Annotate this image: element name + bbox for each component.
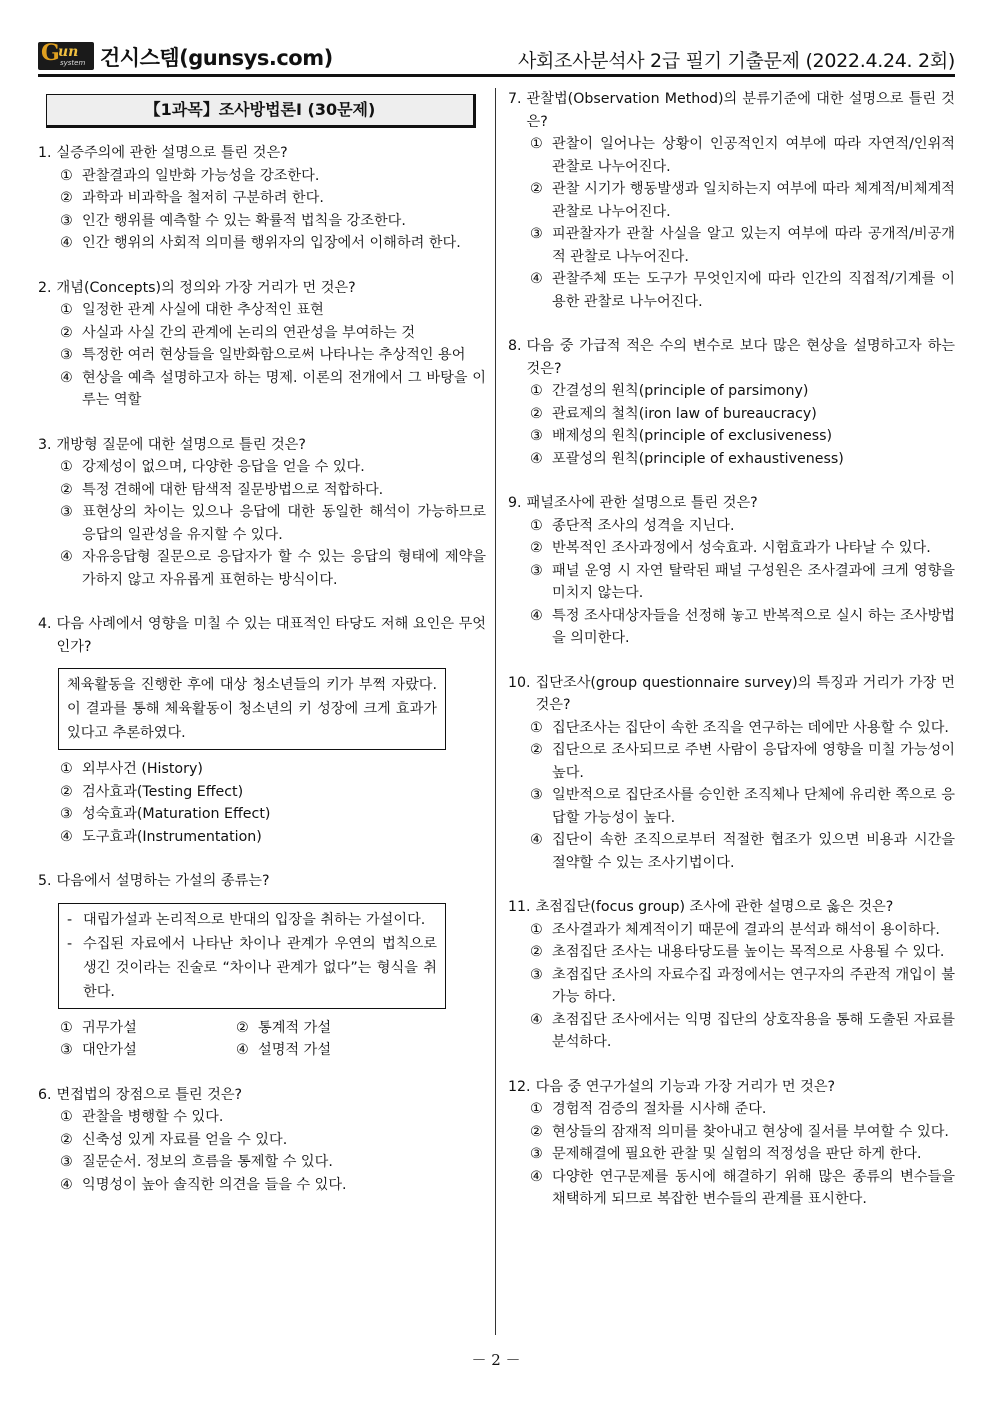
option-text: 피관찰자가 관찰 사실을 알고 있는지 여부에 따라 공개적/비공개적 관찰로 나누어진다. <box>552 226 955 265</box>
question-stem <box>508 1076 955 1099</box>
option-2 <box>60 781 486 804</box>
question-5 <box>38 870 486 1062</box>
question-text: 다음 사례에서 영향을 미칠 수 있는 대표적인 타당도 저해 요인은 무엇인가? <box>56 616 486 655</box>
option-number: ② <box>530 540 543 556</box>
example-line <box>67 908 437 932</box>
option-3 <box>530 425 955 448</box>
page-number: － 2 － <box>471 1351 521 1369</box>
option-4 <box>236 1039 412 1062</box>
option-number: ④ <box>530 607 543 624</box>
option-4 <box>530 1009 955 1054</box>
option-1 <box>60 299 486 322</box>
question-4 <box>38 613 486 848</box>
option-text: 외부사건 (History) <box>82 761 203 777</box>
option-number: ④ <box>60 828 73 845</box>
question-stem <box>38 142 486 165</box>
option-number: ① <box>60 167 73 184</box>
question-text: 패널조사에 관한 설명으로 틀린 것은? <box>526 495 758 511</box>
option-number: ① <box>530 517 543 534</box>
left-column <box>38 88 486 1218</box>
option-2 <box>60 479 486 502</box>
question-number: 7. <box>508 91 522 107</box>
option-3 <box>60 344 486 367</box>
option-number: ③ <box>530 1146 543 1162</box>
option-text: 귀무가설 <box>82 1019 137 1036</box>
option-number: ① <box>530 383 543 399</box>
option-number: ① <box>60 1109 73 1125</box>
option-4 <box>530 605 955 650</box>
option-number: ④ <box>60 235 73 251</box>
question-number: 3. <box>38 436 52 453</box>
brand-name: 건시스템(gunsys.com) <box>100 46 333 70</box>
option-number: ④ <box>60 549 73 565</box>
question-stem <box>38 1084 486 1107</box>
question-6 <box>38 1084 486 1197</box>
option-3 <box>60 501 486 546</box>
question-number: 11. <box>508 899 531 915</box>
option-number: ④ <box>60 369 73 386</box>
question-text: 다음 중 가급적 적은 수의 변수로 보다 많은 현상을 설명하고자 하는 것은? <box>526 338 955 377</box>
option-number: ③ <box>530 966 543 983</box>
option-1 <box>530 717 955 740</box>
question-1 <box>38 142 486 255</box>
question-12 <box>508 1076 955 1211</box>
left-question-list <box>38 142 486 1196</box>
option-4 <box>60 826 486 849</box>
option-number: ④ <box>60 1176 73 1193</box>
example-box <box>58 903 446 1009</box>
question-stem <box>508 88 955 133</box>
question-text: 집단조사(group questionnaire survey)의 특징과 거리가 가장 먼 것은? <box>535 674 955 713</box>
question-text: 개방형 질문에 대한 설명으로 틀린 것은? <box>56 436 306 453</box>
option-1 <box>60 165 486 188</box>
option-text: 자유응답형 질문으로 응답자가 할 수 있는 응답의 형태에 제약을 가하지 않고 자유롭게 표현하는 방식이다. <box>82 549 486 588</box>
option-text: 통계적 가설 <box>258 1019 332 1036</box>
option-number: ③ <box>530 428 543 444</box>
question-2 <box>38 277 486 412</box>
option-4 <box>530 1166 955 1211</box>
option-3 <box>530 223 955 268</box>
question-number: 5. <box>38 873 52 889</box>
option-number: ③ <box>60 1154 73 1170</box>
option-text: 포괄성의 원칙(principle of exhaustiveness) <box>552 450 844 467</box>
question-stem <box>508 492 955 515</box>
option-2 <box>236 1017 412 1040</box>
section-title: 【1과목】조사방법론Ⅰ (30문제) <box>46 94 476 128</box>
question-text: 다음에서 설명하는 가설의 종류는? <box>56 873 270 889</box>
option-number: ① <box>60 459 73 475</box>
question-number: 6. <box>38 1086 52 1103</box>
question-10 <box>508 672 955 875</box>
option-4 <box>530 829 955 874</box>
option-1 <box>60 456 486 479</box>
option-2 <box>530 1121 955 1144</box>
question-9 <box>508 492 955 650</box>
option-number: ② <box>530 181 543 197</box>
option-text: 사실과 사실 간의 관계에 논리의 연관성을 부여하는 것 <box>82 324 416 341</box>
option-number: ② <box>60 481 73 498</box>
option-text: 특정 견해에 대한 탐색적 질문방법으로 적합하다. <box>82 481 384 498</box>
question-stem <box>508 896 955 919</box>
question-stem <box>38 613 486 658</box>
option-text: 현상을 예측 설명하고자 하는 명제. 이론의 전개에서 그 바탕을 이루는 역할 <box>82 369 486 408</box>
question-number: 2. <box>38 279 52 296</box>
option-text: 관찰주체 또는 도구가 무엇인지에 따라 인간의 직접적/기계를 이용한 관찰로 나누어진다. <box>552 271 955 310</box>
option-number: ② <box>60 324 73 341</box>
question-number: 4. <box>38 616 52 632</box>
question-number: 9. <box>508 495 522 511</box>
option-4 <box>530 448 955 471</box>
example-text: 수집된 자료에서 나타난 차이나 관계가 우연의 법칙으로 생긴 것이라는 진술로 “차이나 관계가 없다”는 형식을 취한다. <box>83 935 437 1000</box>
option-text: 초점집단 조사에서는 익명 집단의 상호작용을 통해 도출된 자료를 분석하다. <box>552 1011 955 1050</box>
question-7 <box>508 88 955 313</box>
option-number: ③ <box>60 504 73 520</box>
option-1 <box>60 1017 236 1040</box>
option-text: 익명성이 높아 솔직한 의견을 들을 수 있다. <box>82 1176 347 1193</box>
option-text: 질문순서. 정보의 흐름을 통제할 수 있다. <box>82 1154 333 1170</box>
question-number: 10. <box>508 674 531 691</box>
option-number: ② <box>60 783 73 800</box>
option-2 <box>530 537 955 560</box>
question-stem <box>508 672 955 717</box>
option-text: 인간 행위를 예측할 수 있는 확률적 법칙을 강조한다. <box>82 212 406 229</box>
option-text: 강제성이 없으며, 다양한 응답을 얻을 수 있다. <box>82 459 365 475</box>
option-1 <box>530 380 955 403</box>
option-text: 초점집단 조사는 내용타당도를 높이는 목적으로 사용될 수 있다. <box>552 944 945 960</box>
option-number: ③ <box>60 347 73 363</box>
example-box: 체육활동을 진행한 후에 대상 청소년들의 키가 부쩍 자랐다. 이 결과를 통해 체육활동이 청소년의 키 성장에 크게 효과가 있다고 추론하였다. <box>58 668 446 750</box>
option-text: 문제해결에 필요한 관찰 및 실험의 적정성을 판단 하게 한다. <box>552 1146 922 1162</box>
option-text: 인간 행위의 사회적 의미를 행위자의 입장에서 이해하려 한다. <box>82 235 461 251</box>
option-number: ② <box>530 742 543 758</box>
question-text: 실증주의에 관한 설명으로 틀린 것은? <box>56 145 288 161</box>
question-11 <box>508 896 955 1054</box>
option-1 <box>530 919 955 942</box>
right-column <box>508 88 955 1233</box>
option-4 <box>60 232 486 255</box>
option-text: 다양한 연구문제를 동시에 해결하기 위해 많은 종류의 변수들을 채택하게 되므로 복잡한 변수들의 관계를 표시한다. <box>552 1168 955 1207</box>
question-text: 면접법의 장점으로 틀린 것은? <box>56 1086 243 1103</box>
option-text: 초점집단 조사의 자료수집 과정에서는 연구자의 주관적 개입이 불가능 하다. <box>552 966 955 1005</box>
option-number: ④ <box>530 271 543 287</box>
example-line <box>67 932 437 1004</box>
option-4 <box>60 367 486 412</box>
option-number: ② <box>236 1019 249 1036</box>
option-text: 관찰결과의 일반화 가능성을 강조한다. <box>82 167 320 184</box>
question-stem <box>508 335 955 380</box>
question-3 <box>38 434 486 592</box>
column-divider <box>495 88 496 1335</box>
option-number: ① <box>530 921 543 938</box>
option-2 <box>60 187 486 210</box>
option-number: ① <box>530 136 543 152</box>
option-number: ② <box>60 1131 73 1148</box>
option-number: ③ <box>60 1042 73 1058</box>
question-number: 1. <box>38 145 52 161</box>
option-1 <box>60 1106 486 1129</box>
right-question-list <box>508 88 955 1211</box>
option-text: 일반적으로 집단조사를 승인한 조직체나 단체에 유리한 쪽으로 응답할 가능성이 높다. <box>552 787 955 826</box>
option-4 <box>60 546 486 591</box>
option-number: ④ <box>530 1168 543 1185</box>
option-3 <box>530 784 955 829</box>
option-text: 관료제의 철칙(iron law of bureaucracy) <box>552 405 817 422</box>
option-text: 조사결과가 체계적이기 때문에 결과의 분석과 해석이 용이하다. <box>552 921 940 938</box>
option-3 <box>60 1039 236 1062</box>
option-text: 반복적인 조사과정에서 성숙효과. 시험효과가 나타날 수 있다. <box>552 540 931 556</box>
option-text: 현상들의 잠재적 의미를 찾아내고 현상에 질서를 부여할 수 있다. <box>552 1123 949 1140</box>
option-text: 관찰을 병행할 수 있다. <box>82 1109 224 1125</box>
option-text: 집단으로 조사되므로 주변 사람이 응답자에 영향을 미칠 가능성이 높다. <box>552 742 955 781</box>
option-text: 대안가설 <box>82 1042 137 1058</box>
option-number: ④ <box>236 1042 249 1058</box>
option-3 <box>60 1151 486 1174</box>
option-number: ② <box>60 190 73 206</box>
question-text: 관찰법(Observation Method)의 분류기준에 대한 설명으로 틀린 것은? <box>526 91 955 130</box>
option-2 <box>530 403 955 426</box>
option-number: ③ <box>60 212 73 229</box>
option-number: ① <box>60 302 73 318</box>
option-number: ④ <box>530 832 543 848</box>
option-number: ③ <box>530 226 543 242</box>
option-2 <box>530 941 955 964</box>
example-text: 대립가설과 논리적으로 반대의 입장을 취하는 가설이다. <box>83 911 426 928</box>
option-text: 경험적 검증의 절차를 시사해 준다. <box>552 1101 767 1117</box>
option-1 <box>530 515 955 538</box>
option-text: 집단이 속한 조직으로부터 적절한 협조가 있으면 비용과 시간을 절약할 수 있는 조사기법이다. <box>552 832 955 871</box>
option-text: 일정한 관계 사실에 대한 추상적인 표현 <box>82 302 324 318</box>
option-text: 간결성의 원칙(principle of parsimony) <box>552 383 809 399</box>
option-number: ① <box>60 761 73 777</box>
option-text: 관찰 시기가 행동발생과 일치하는지 여부에 따라 체계적/비체계적 관찰로 나누어진다. <box>552 181 955 220</box>
option-text: 집단조사는 집단이 속한 조직을 연구하는 데에만 사용할 수 있다. <box>552 719 949 736</box>
question-stem <box>38 870 486 893</box>
gunsys-logo: G un system <box>38 42 94 70</box>
option-number: ③ <box>60 806 73 822</box>
option-number: ③ <box>530 562 543 579</box>
option-2 <box>60 322 486 345</box>
header-rule <box>38 74 955 77</box>
option-text: 설명적 가설 <box>258 1042 332 1058</box>
option-number: ② <box>530 944 543 960</box>
option-text: 배제성의 원칙(principle of exclusiveness) <box>552 428 833 444</box>
option-number: ① <box>60 1019 73 1036</box>
question-number: 8. <box>508 338 522 354</box>
option-text: 종단적 조사의 성격을 지닌다. <box>552 517 735 534</box>
option-3 <box>60 803 486 826</box>
option-number: ① <box>530 719 543 736</box>
dash-marker: - <box>67 911 73 928</box>
option-text: 과학과 비과학을 철저히 구분하려 한다. <box>82 190 324 206</box>
option-2 <box>530 178 955 223</box>
question-number: 12. <box>508 1078 531 1095</box>
option-number: ② <box>530 405 543 422</box>
option-3 <box>60 210 486 233</box>
question-stem <box>38 434 486 457</box>
dash-marker: - <box>67 935 73 952</box>
question-text: 다음 중 연구가설의 기능과 가장 거리가 먼 것은? <box>535 1078 836 1095</box>
option-number: ④ <box>530 1011 543 1028</box>
option-number: ① <box>530 1101 543 1117</box>
option-3 <box>530 964 955 1009</box>
option-1 <box>530 1098 955 1121</box>
option-1 <box>60 758 486 781</box>
option-text: 성숙효과(Maturation Effect) <box>82 806 271 822</box>
option-text: 관찰이 일어나는 상황이 인공적인지 여부에 따라 자연적/인위적 관찰로 나누어진다. <box>552 136 955 175</box>
question-text: 개념(Concepts)의 정의와 가장 거리가 먼 것은? <box>56 279 356 296</box>
option-number: ③ <box>530 787 543 803</box>
exam-title: 사회조사분석사 2급 필기 기출문제 (2022.4.24. 2회) <box>517 50 955 72</box>
option-1 <box>530 133 955 178</box>
option-text: 패널 운영 시 자연 탈락된 패널 구성원은 조사결과에 크게 영향을 미치지 않는다. <box>552 562 955 601</box>
question-text: 초점집단(focus group) 조사에 관한 설명으로 옳은 것은? <box>535 899 894 915</box>
option-text: 검사효과(Testing Effect) <box>82 783 244 800</box>
question-8 <box>508 335 955 470</box>
option-grid <box>60 1017 486 1062</box>
option-3 <box>530 560 955 605</box>
question-stem <box>38 277 486 300</box>
option-3 <box>530 1143 955 1166</box>
option-2 <box>530 739 955 784</box>
option-4 <box>60 1174 486 1197</box>
option-number: ④ <box>530 450 543 467</box>
page-header <box>38 40 955 74</box>
option-text: 도구효과(Instrumentation) <box>82 828 262 845</box>
option-text: 특정한 여러 현상들을 일반화함으로써 나타나는 추상적인 용어 <box>82 347 466 363</box>
option-text: 특정 조사대상자들을 선정해 놓고 반복적으로 실시 하는 조사방법을 의미한다. <box>552 607 955 646</box>
option-number: ② <box>530 1123 543 1140</box>
option-4 <box>530 268 955 313</box>
option-2 <box>60 1129 486 1152</box>
option-text: 신축성 있게 자료를 얻을 수 있다. <box>82 1131 288 1148</box>
option-text: 표현상의 차이는 있으나 응답에 대한 동일한 해석이 가능하므로 응답의 일관성을 유지할 수 있다. <box>82 504 486 543</box>
